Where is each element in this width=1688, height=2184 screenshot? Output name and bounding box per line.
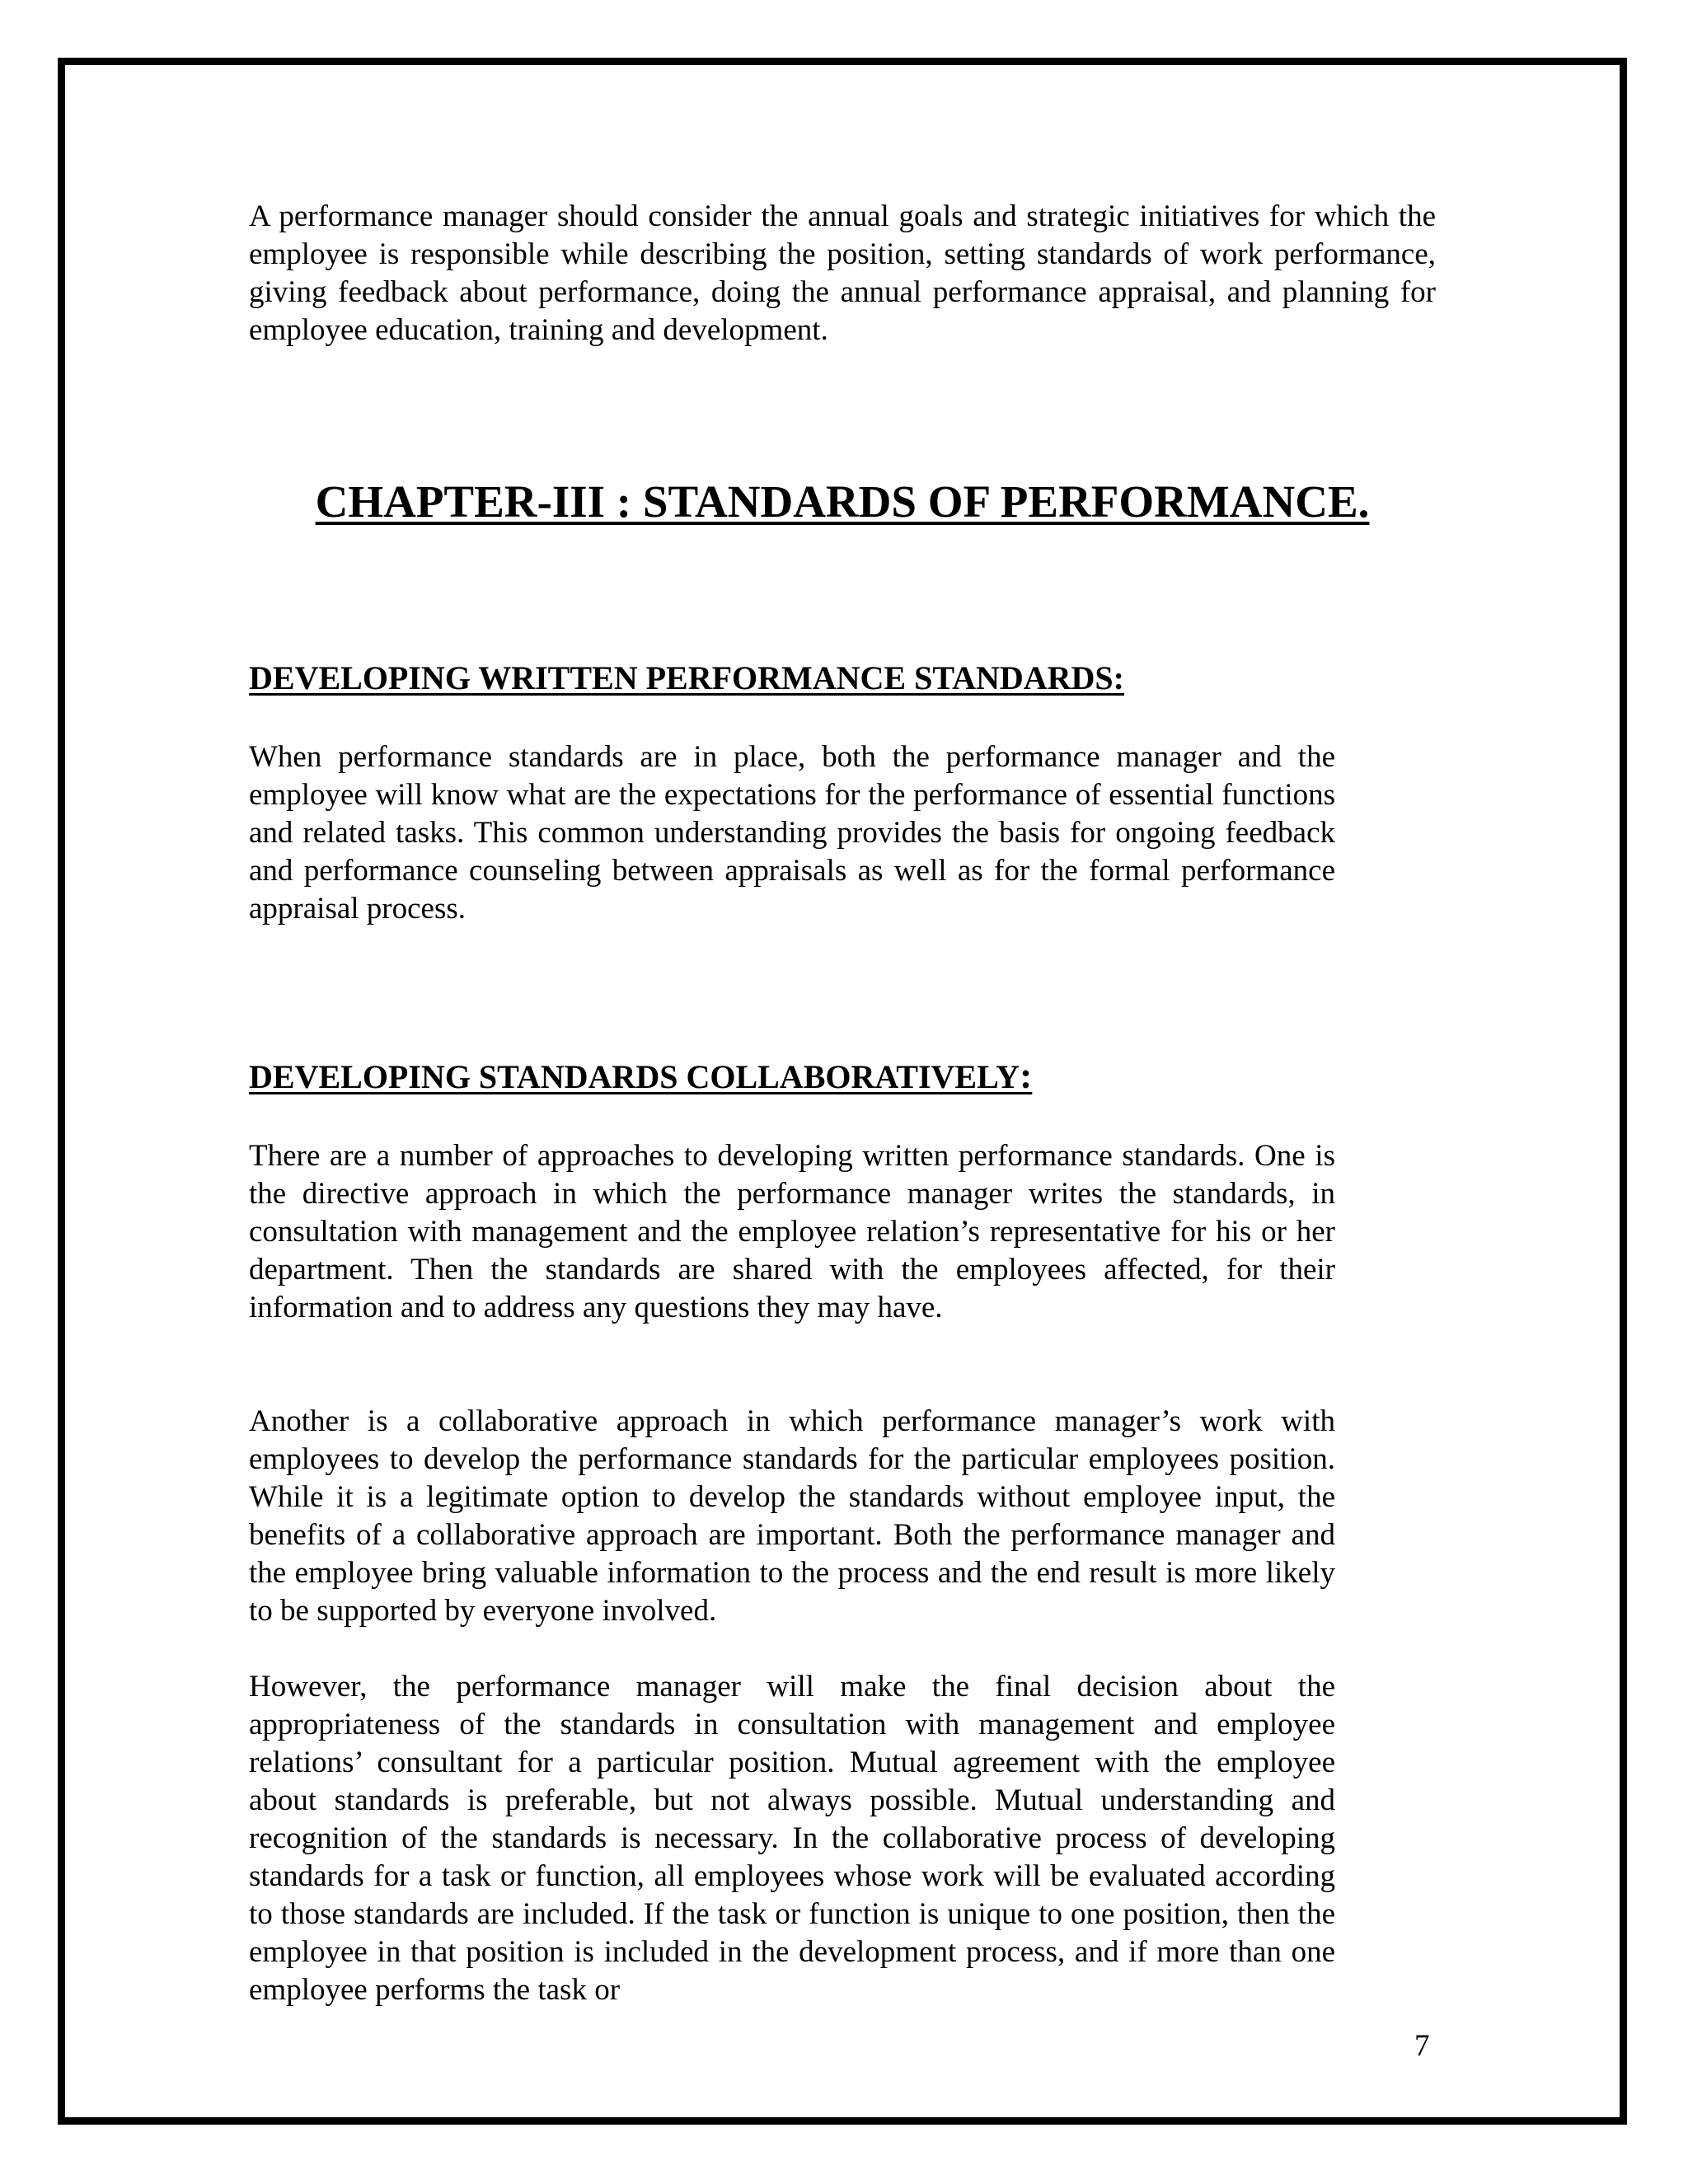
collaborative-paragraph-final-decision: However, the performance manager will make the final decision about the appropriateness of the standards in consultation with management and employee relations’ consultant for a particular position. Mutual agreement with the employee about standards is preferable, but not always possible. Mutual understanding and recognition of the standards is necessary. In the collaborative process of developing standards for a task or function, all employees whose work will be evaluated according to those standards are included. If the task or function is unique to one position, then the employee in that position is included in the development process, and if more than one employee performs the task or <box>249 1670 1335 2007</box>
section-heading-collaborative-colon: : <box>1020 1054 1033 1096</box>
page-number: 7 <box>1414 2029 1430 2063</box>
written-standards-paragraph: When performance standards are in place, both the performance manager and the employee will know what are the expectations for the performance of essential functions and related tasks. This common understanding provides the basis for ongoing feedback and performance counseling between appraisals as well as for the formal performance appraisal process. <box>249 740 1335 926</box>
collaborative-paragraph-directive: There are a number of approaches to developing written performance standards. One is the directive approach in which the performance manager writes the standards, in consultation with management and the employee relation’s representative for his or her department. Then the standards are shared with the employees affected, for their information and to address any questions they may have. <box>249 1139 1335 1324</box>
section-heading-collaborative <box>249 1055 1032 1098</box>
intro-paragraph: A performance manager should consider the annual goals and strategic initiatives for which the employee is responsible while describing the position, setting standards of work performance, giving feedback about performance, doing the annual performance appraisal, and planning for employee education, training and development. <box>249 199 1436 347</box>
section-heading-collaborative-text: DEVELOPING STANDARDS COLLABORATIVELY <box>249 1058 1020 1095</box>
collaborative-paragraph-approach: Another is a collaborative approach in which performance manager’s work with employees to develop the performance standards for the particular employees position. While it is a legitimate option to develop the standards without employee input, the benefits of a collaborative approach are important. Both the performance manager and the employee bring valuable information to the process and the end result is more likely to be supported by everyone involved. <box>249 1404 1335 1628</box>
section-heading-written-standards: DEVELOPING WRITTEN PERFORMANCE STANDARDS: <box>249 659 1124 696</box>
chapter-title: CHAPTER-III : STANDARDS OF PERFORMANCE. <box>315 476 1370 527</box>
